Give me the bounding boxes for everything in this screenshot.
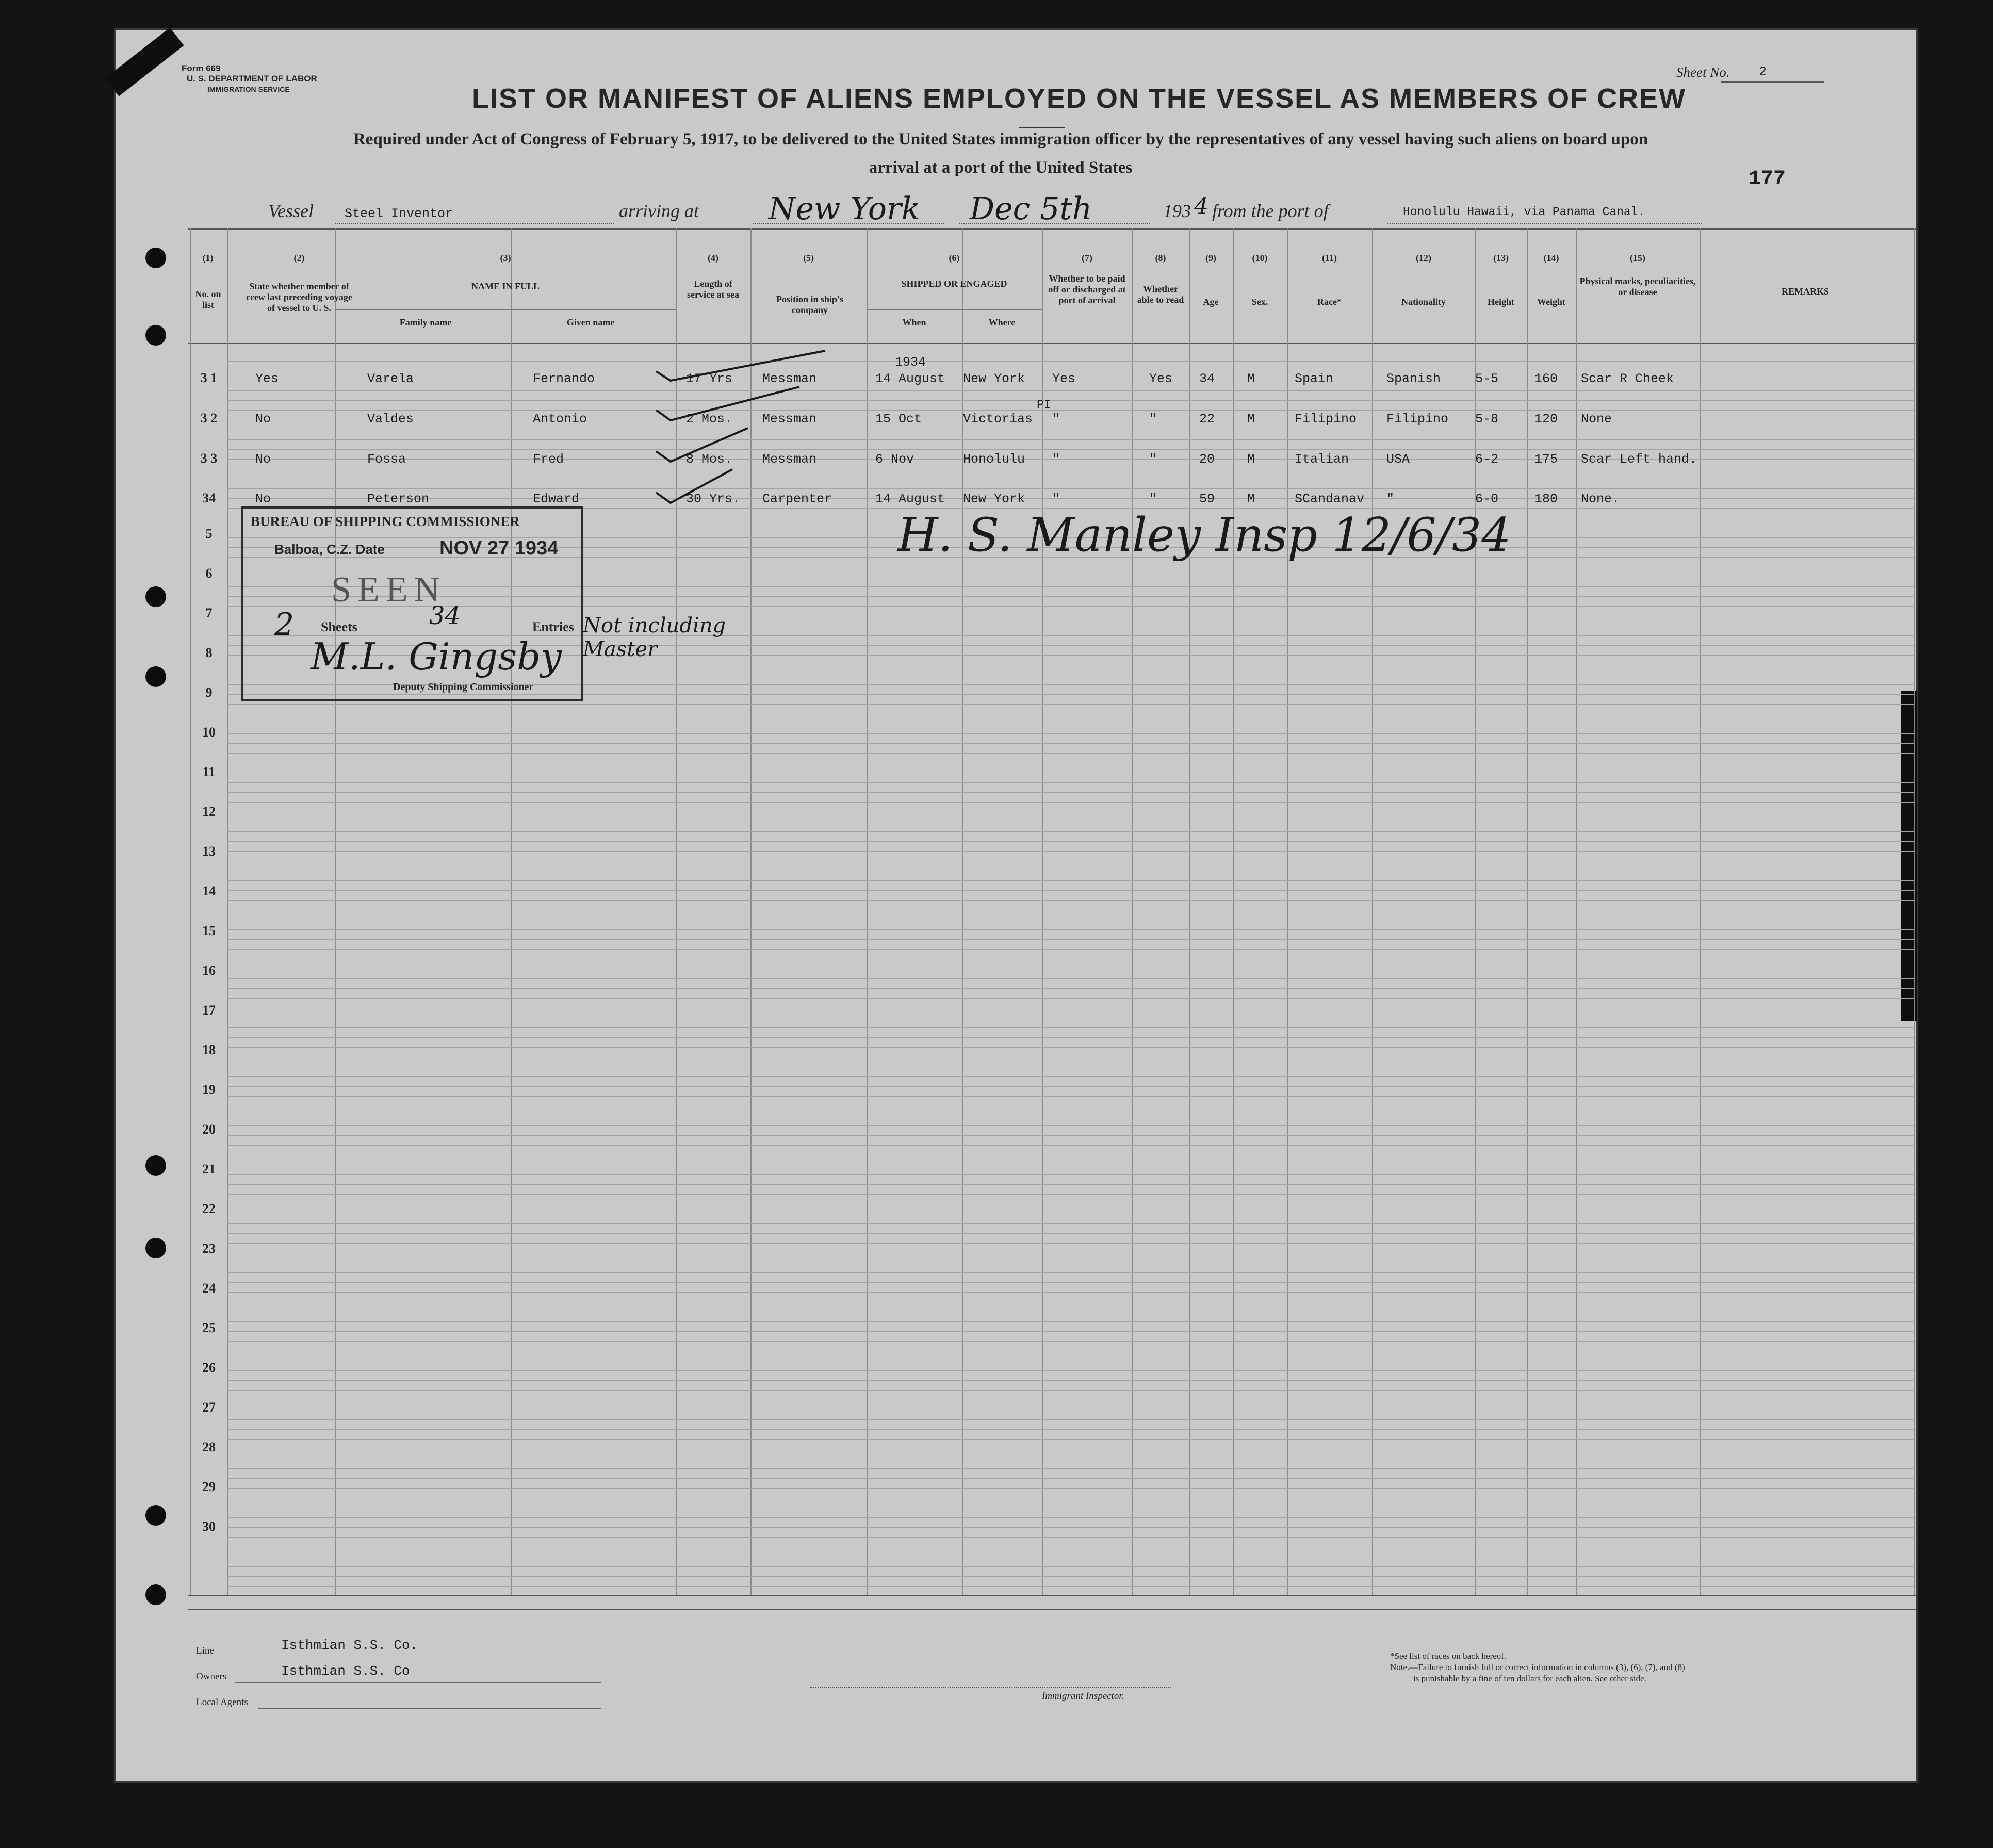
last-voyage: No	[255, 452, 271, 467]
ruling-line	[227, 1429, 1914, 1430]
stamp-bureau-line: BUREAU OF SHIPPING COMMISSIONER	[251, 514, 520, 529]
entry-number: 34	[202, 490, 216, 505]
agents-underline	[258, 1708, 601, 1709]
row-number: 23	[202, 1241, 216, 1256]
service-label: IMMIGRATION SERVICE	[207, 85, 290, 93]
sex: M	[1247, 492, 1255, 506]
age: 34	[1199, 371, 1215, 386]
subheader-rule	[335, 309, 676, 310]
footer-rule	[188, 1609, 1916, 1610]
col-11-number: (11)	[1322, 253, 1337, 263]
paid-off: "	[1052, 452, 1060, 467]
ruling-line	[227, 1174, 1914, 1175]
page-title: LIST OR MANIFEST OF ALIENS EMPLOYED ON THE VESSEL AS MEMBERS OF CREW	[472, 83, 1687, 114]
col-1-label: No. on list	[195, 289, 221, 310]
ruling-line	[227, 792, 1914, 793]
position: Messman	[762, 412, 817, 427]
ruling-line	[227, 1125, 1914, 1126]
when-subhead: When	[902, 317, 926, 328]
footnote-races: *See list of races on back hereof.	[1390, 1651, 1507, 1661]
sheet-number: 2	[1759, 64, 1767, 79]
ruling-line	[227, 1566, 1914, 1567]
vessel-name: Steel Inventor	[345, 206, 453, 221]
department-label: U. S. DEPARTMENT OF LABOR	[187, 74, 317, 84]
height: 5-5	[1475, 371, 1499, 386]
col-5-label: Position in ship's company	[776, 294, 844, 315]
col-9-number: (9)	[1205, 253, 1216, 263]
punch-hole	[145, 666, 166, 687]
remarks-header: REMARKS	[1781, 286, 1829, 297]
col-3-number: (3)	[500, 253, 511, 263]
ruling-line	[227, 978, 1914, 979]
ruling-line	[227, 449, 1914, 450]
stamp-sheets-count: 2	[274, 607, 295, 643]
ruling-line	[227, 1086, 1914, 1087]
line-label: Line	[196, 1645, 214, 1656]
stamp-place: Balboa, C.Z. Date	[274, 542, 385, 557]
last-voyage: No	[255, 492, 271, 506]
punch-hole	[145, 1505, 166, 1526]
row-number: 14	[202, 884, 216, 898]
col-15-number: (15)	[1630, 253, 1645, 263]
ruling-line	[227, 782, 1914, 783]
ruling-line	[227, 1145, 1914, 1146]
weight: 160	[1534, 371, 1558, 386]
ruling-line	[227, 1292, 1914, 1293]
stamp-entries-count: 34	[429, 601, 461, 630]
height: 6-2	[1475, 452, 1499, 467]
footnote-note: Note.—Failure to furnish full or correct information in columns (3), (6), (7), and (8)	[1390, 1662, 1685, 1672]
row-number: 30	[202, 1519, 216, 1534]
length-of-service: 17 Yrs	[686, 371, 733, 386]
ruling-line	[227, 841, 1914, 842]
nationality: Filipino	[1386, 412, 1449, 427]
year-prefix: 193	[1163, 201, 1191, 221]
table-header-rule	[188, 343, 1916, 344]
row-number: 27	[202, 1400, 216, 1415]
family-name: Valdes	[367, 412, 414, 427]
sex: M	[1247, 371, 1255, 386]
owners-value: Isthmian S.S. Co	[281, 1663, 410, 1679]
ruling-line	[227, 1468, 1914, 1469]
shipped-when: 14 August	[875, 371, 945, 386]
physical-marks: None.	[1581, 492, 1620, 506]
ruling-line	[227, 880, 1914, 881]
ruling-line	[227, 1047, 1914, 1048]
stamp-sheets-label: Sheets	[321, 619, 357, 634]
col-11-label: Race*	[1317, 297, 1342, 307]
physical-marks: None	[1581, 412, 1612, 427]
ruling-line	[227, 743, 1914, 744]
stamp-date: NOV 27 1934	[439, 537, 559, 559]
checkmark-icon	[656, 387, 799, 420]
length-of-service: 8 Mos.	[686, 452, 733, 467]
ruling-line	[227, 1272, 1914, 1273]
nationality: Spanish	[1386, 371, 1441, 386]
row-number: 21	[202, 1162, 216, 1176]
col-2-label: State whether member of crew last preceding voyage of vessel to U. S.	[246, 281, 352, 313]
ruling-line	[227, 1076, 1914, 1077]
shipped-when: 15 Oct	[875, 412, 922, 427]
checkmark-icon	[656, 469, 732, 503]
col-12-label: Nationality	[1401, 297, 1446, 307]
line-value: Isthmian S.S. Co.	[281, 1638, 418, 1653]
inspector-signature: H. S. Manley Insp 12/6/34	[897, 508, 1511, 562]
able-to-read: "	[1149, 492, 1157, 506]
given-name: Fernando	[533, 371, 595, 386]
vessel-underline	[335, 223, 614, 224]
ruling-line	[227, 1527, 1914, 1528]
height: 6-0	[1475, 492, 1499, 506]
ruling-line	[227, 1439, 1914, 1440]
arrival-port: New York	[769, 191, 920, 227]
ruling-line	[227, 988, 1914, 989]
sheet-label: Sheet No.	[1676, 64, 1730, 80]
row-number: 29	[202, 1479, 216, 1494]
nationality: "	[1386, 492, 1395, 506]
col-5-number: (5)	[803, 253, 814, 263]
vessel-label: Vessel	[268, 201, 314, 221]
owners-underline	[235, 1682, 601, 1683]
given-name-subhead: Given name	[566, 317, 615, 328]
checkmark-icon	[656, 428, 748, 462]
ruling-line	[227, 1488, 1914, 1489]
ruling-line	[227, 361, 1914, 362]
shipped-where: New York	[963, 371, 1025, 386]
family-name: Peterson	[367, 492, 430, 506]
col-13-number: (13)	[1493, 253, 1509, 263]
ruling-line	[227, 1341, 1914, 1342]
age: 59	[1199, 492, 1215, 506]
row-number: 7	[205, 606, 213, 620]
weight: 175	[1534, 452, 1558, 467]
row-number: 26	[202, 1360, 216, 1375]
inspector-label: Immigrant Inspector.	[1042, 1691, 1124, 1702]
stamp-entries-label: Entries	[532, 619, 574, 634]
punch-hole	[145, 325, 166, 346]
ruling-line	[227, 704, 1914, 705]
given-name: Edward	[533, 492, 580, 506]
able-to-read: Yes	[1149, 371, 1173, 386]
ruling-line	[227, 1380, 1914, 1381]
ruling-line	[227, 1194, 1914, 1195]
ruling-line	[227, 488, 1914, 489]
punch-hole	[145, 1584, 166, 1605]
ruling-line	[227, 1223, 1914, 1224]
punch-hole	[145, 586, 166, 607]
row-number: 6	[205, 566, 213, 581]
col-7-label: Whether to be paid off or discharged at port of arrival	[1048, 273, 1126, 305]
punch-hole	[145, 1155, 166, 1176]
checkmark-group	[655, 340, 830, 521]
row-number: 18	[202, 1042, 216, 1057]
row-number: 19	[202, 1082, 216, 1097]
entry-number: 3 3	[200, 451, 218, 466]
subtitle-line-1: Required under Act of Congress of February 5, 1917, to be delivered to the United States immigration officer by the representatives of any vessel having such aliens on board upon	[353, 130, 1648, 149]
length-of-service: 2 Mos.	[686, 412, 733, 427]
row-number: 28	[202, 1440, 216, 1454]
table-top-rule	[188, 228, 1916, 230]
ruling-line	[227, 400, 1914, 401]
ruling-line	[227, 733, 1914, 734]
ruling-line	[227, 1282, 1914, 1283]
column-rule	[190, 228, 191, 1595]
row-number: 13	[202, 844, 216, 859]
footnote-penalty: is punishable by a fine of ten dollars for each alien. See other side.	[1413, 1674, 1646, 1683]
stamp-signature: M.L. Gingsby	[311, 635, 562, 678]
col-10-label: Sex.	[1251, 297, 1268, 307]
ruling-line	[227, 1233, 1914, 1234]
race: Italian	[1295, 452, 1349, 467]
entry-number: 3 1	[200, 370, 218, 385]
ruling-line	[227, 1390, 1914, 1391]
col-14-number: (14)	[1543, 253, 1559, 263]
row-number: 5	[205, 526, 213, 541]
ruling-line	[227, 1096, 1914, 1097]
sheet-underline	[1721, 81, 1824, 83]
weight: 180	[1534, 492, 1558, 506]
position: Messman	[762, 452, 817, 467]
col-4-label: Length of service at sea	[687, 279, 739, 300]
physical-marks: Scar R Cheek	[1581, 371, 1674, 386]
from-port-underline	[1387, 223, 1702, 224]
ruling-line	[227, 1576, 1914, 1577]
col-9-label: Age	[1203, 297, 1219, 307]
col-13-label: Height	[1488, 297, 1514, 307]
race: Spain	[1295, 371, 1334, 386]
row-number: 10	[202, 725, 216, 740]
length-of-service: 30 Yrs.	[686, 492, 741, 506]
subheader-rule	[867, 309, 1042, 310]
age: 22	[1199, 412, 1215, 427]
row-number: 11	[202, 764, 216, 779]
ruling-line	[227, 1321, 1914, 1322]
ruling-line	[227, 1478, 1914, 1479]
owners-label: Owners	[196, 1671, 227, 1682]
ruling-line	[227, 1027, 1914, 1028]
ruling-line	[227, 410, 1914, 411]
title-underline	[1019, 127, 1065, 128]
given-name: Fred	[533, 452, 564, 467]
age: 20	[1199, 452, 1215, 467]
col-7-number: (7)	[1082, 253, 1092, 263]
ruling-line	[227, 851, 1914, 852]
last-voyage: No	[255, 412, 271, 427]
ruling-line	[227, 439, 1914, 440]
ruling-line	[227, 1370, 1914, 1371]
shipped-when: 6 Nov	[875, 452, 914, 467]
date-underline	[959, 223, 1150, 224]
ruling-line	[227, 390, 1914, 391]
shipped-where: Victorias	[963, 412, 1033, 427]
position: Carpenter	[762, 492, 832, 506]
able-to-read: "	[1149, 412, 1157, 427]
ruling-line	[227, 939, 1914, 940]
row-number: 16	[202, 963, 216, 978]
row-number: 12	[202, 804, 216, 819]
year-suffix: 4	[1194, 193, 1208, 220]
from-port-label: from the port of	[1212, 201, 1329, 221]
where-note: PI	[1037, 398, 1051, 412]
arrival-date: Dec 5th	[970, 191, 1092, 227]
local-agents-label: Local Agents	[196, 1697, 248, 1708]
position: Messman	[762, 371, 817, 386]
ruling-line	[227, 753, 1914, 754]
stamp-seen: SEEN	[331, 570, 446, 610]
col-15-label: Physical marks, peculiarities, or disease	[1579, 276, 1696, 297]
family-name: Fossa	[367, 452, 406, 467]
ruling-line	[227, 929, 1914, 930]
ruling-line	[227, 1537, 1914, 1538]
stamp-note: Not including Master	[583, 614, 726, 661]
given-name: Antonio	[533, 412, 587, 427]
ruling-line	[227, 1419, 1914, 1420]
row-number: 8	[205, 645, 213, 660]
weight: 120	[1534, 412, 1558, 427]
col-6-label: SHIPPED OR ENGAGED	[901, 279, 1007, 289]
paid-off: Yes	[1052, 371, 1076, 386]
physical-marks: Scar Left hand.	[1581, 452, 1697, 467]
checkmark-icon	[656, 351, 825, 381]
shipped-when: 14 August	[875, 492, 945, 506]
row-number: 15	[202, 923, 216, 938]
page-number: 177	[1749, 168, 1786, 191]
table-bottom-rule	[188, 1595, 1916, 1596]
form-number: Form 669	[182, 63, 221, 73]
col-6-number: (6)	[949, 253, 960, 263]
family-name-subhead: Family name	[399, 317, 452, 328]
from-port: Honolulu Hawaii, via Panama Canal.	[1403, 205, 1645, 219]
punch-hole	[145, 248, 166, 268]
ruling-line	[227, 831, 1914, 832]
port-underline	[753, 223, 944, 224]
sex: M	[1247, 452, 1255, 467]
row-number: 25	[202, 1320, 216, 1335]
ruling-line	[227, 1184, 1914, 1185]
entry-number: 3 2	[200, 411, 218, 426]
row-number: 22	[202, 1201, 216, 1216]
paid-off: "	[1052, 492, 1060, 506]
race: Filipino	[1295, 412, 1357, 427]
ruling-line	[227, 802, 1914, 803]
column-rule	[1914, 228, 1915, 1595]
punch-hole	[145, 1238, 166, 1258]
ruling-line	[227, 1135, 1914, 1136]
col-1-number: (1)	[202, 253, 214, 263]
col-14-label: Weight	[1537, 297, 1565, 307]
ruling-line	[227, 1243, 1914, 1244]
arriving-label: arriving at	[619, 201, 699, 221]
row-number: 17	[202, 1003, 216, 1018]
ruling-line	[227, 900, 1914, 901]
row-number: 20	[202, 1122, 216, 1137]
sex: M	[1247, 412, 1255, 427]
ruling-line	[227, 1037, 1914, 1038]
ruling-line	[227, 1586, 1914, 1587]
row-number: 24	[202, 1281, 216, 1296]
nationality: USA	[1386, 452, 1410, 467]
inspector-underline	[810, 1687, 1171, 1688]
ruling-line	[227, 1517, 1914, 1518]
paid-off: "	[1052, 412, 1060, 427]
col-12-number: (12)	[1416, 253, 1431, 263]
ruling-line	[227, 998, 1914, 999]
shipped-where: New York	[963, 492, 1025, 506]
subtitle-line-2: arrival at a port of the United States	[869, 158, 1133, 177]
height: 5-8	[1475, 412, 1499, 427]
ruling-line	[227, 949, 1914, 950]
row-number: 9	[205, 685, 213, 700]
last-voyage: Yes	[255, 371, 279, 386]
col-10-number: (10)	[1252, 253, 1268, 263]
col-8-number: (8)	[1155, 253, 1166, 263]
family-name: Varela	[367, 371, 414, 386]
race: SCandanav	[1295, 492, 1365, 506]
col-4-number: (4)	[708, 253, 718, 263]
col-8-label: Whether able to read	[1137, 284, 1184, 305]
where-subhead: Where	[988, 317, 1016, 328]
col-2-number: (2)	[293, 253, 305, 263]
stamp-role: Deputy Shipping Commissioner	[393, 681, 534, 693]
able-to-read: "	[1149, 452, 1157, 467]
ruling-line	[227, 1331, 1914, 1332]
ruling-line	[227, 890, 1914, 891]
shipped-year: 1934	[895, 355, 926, 370]
shipped-where: Honolulu	[963, 452, 1025, 467]
ruling-line	[227, 498, 1914, 499]
col-3-label: NAME IN FULL	[471, 281, 540, 291]
seen-stamp	[241, 506, 583, 701]
